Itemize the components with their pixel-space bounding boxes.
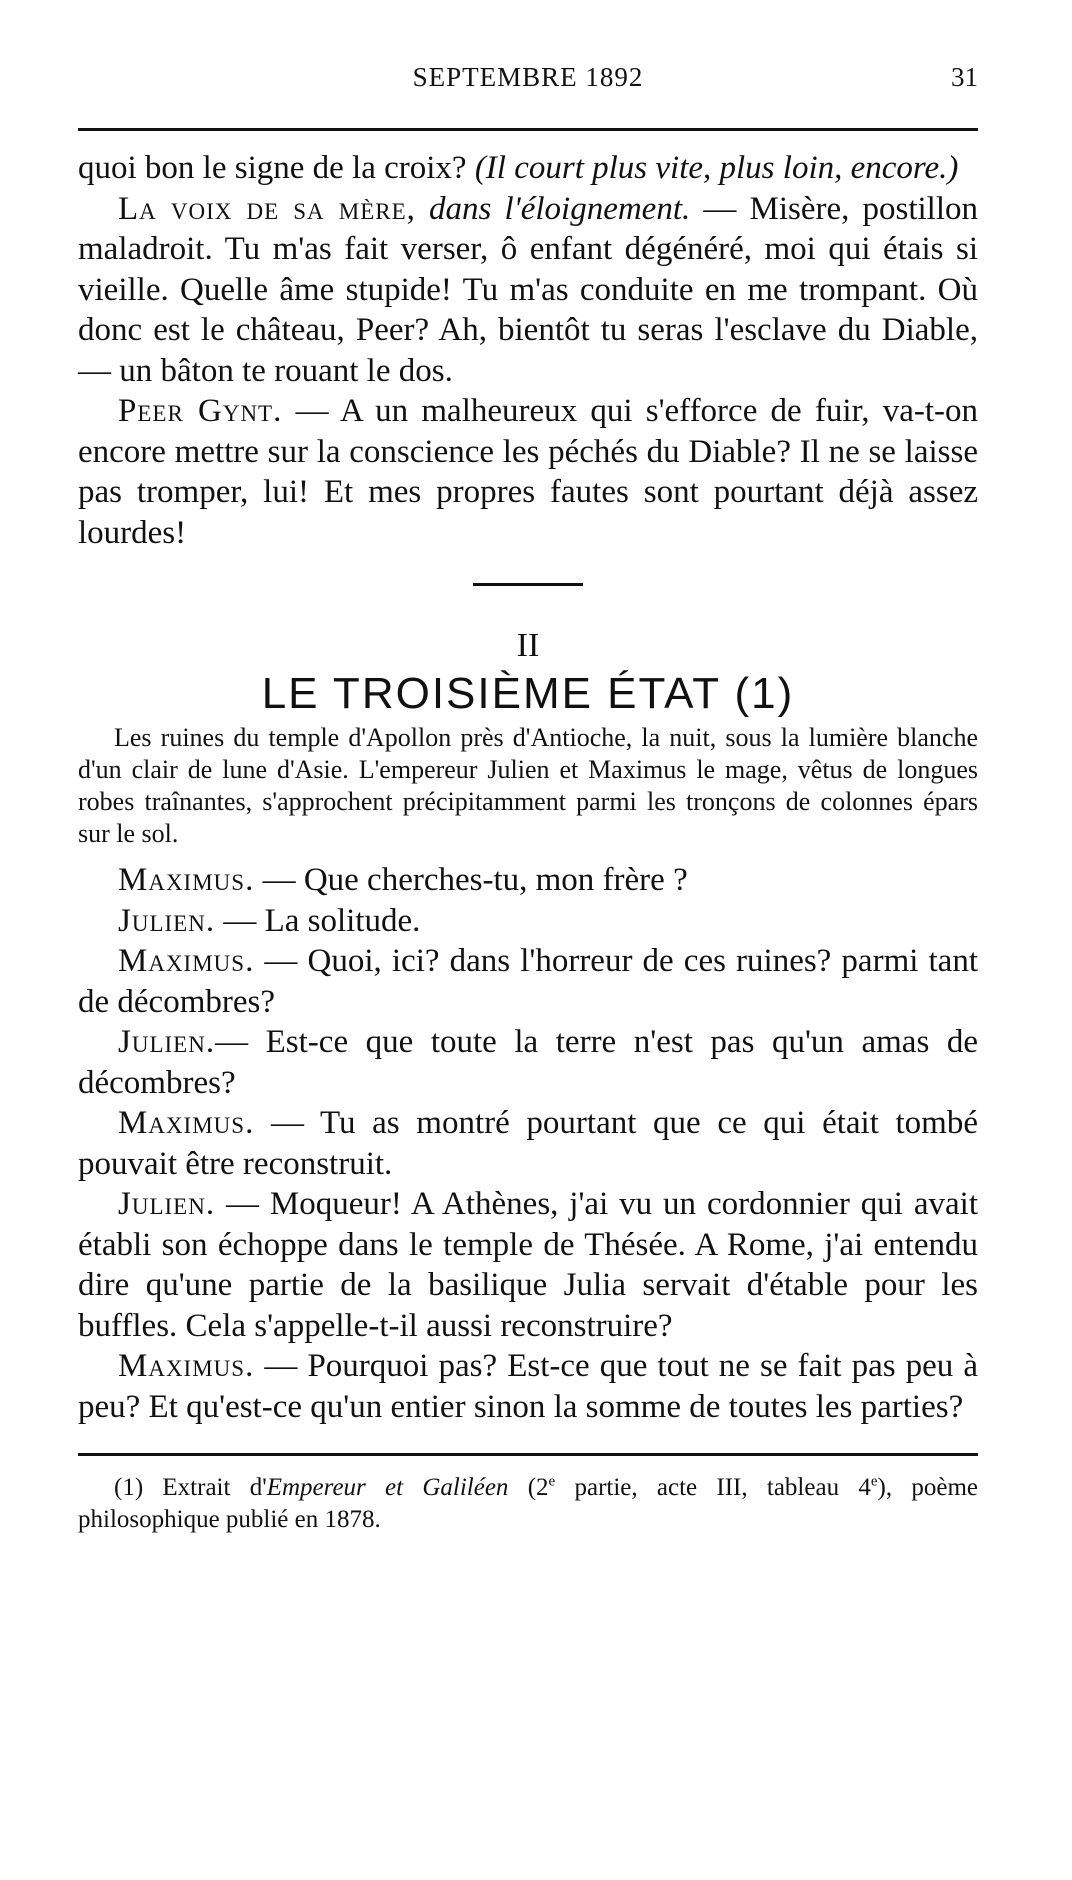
dialogue-line <box>78 1022 978 1103</box>
paragraph-continuation <box>78 148 978 189</box>
dialogue-line <box>78 941 978 1022</box>
page-number: 31 <box>951 62 978 92</box>
paragraph-text: quoi bon le signe de la croix? <box>78 150 475 186</box>
footnote-text: partie, acte III, tableau 4 <box>555 1474 871 1501</box>
speech-text: — A un malheureux qui s'efforce de fuir, va-t-on encore mettre sur la conscience les péchés du Diable? Il ne se laisse pas tromper, lui! Et mes propres fautes sont pourtant déjà assez lourdes! <box>78 393 978 551</box>
stage-direction-inline: (Il court plus vite, plus loin, encore.) <box>474 150 959 186</box>
speech-text: — Que cherches-tu, mon frère ? <box>254 862 688 898</box>
dialogue-line <box>78 1184 978 1346</box>
dialogue-line <box>78 901 978 942</box>
speech-text: — Quoi, ici? dans l'horreur de ces ruines? parmi tant de décombres? <box>78 943 978 1020</box>
page-body <box>78 148 978 1536</box>
footnote-superscript: e <box>548 1473 556 1490</box>
speaker-name: Julien. <box>118 902 216 939</box>
speaker-name: La voix de sa mère, <box>118 190 416 227</box>
speaker-name: Julien. <box>118 1024 216 1060</box>
dialogue-line <box>78 860 978 901</box>
speaker-name: Maximus. <box>118 943 255 979</box>
section-number: II <box>516 627 540 664</box>
footnote-text: (2 <box>508 1474 549 1501</box>
stage-direction: Les ruines du temple d'Apollon près d'Antioche, la nuit, sous la lumière blanche d'un clair de lune d'Asie. L'empereur Julien et Maximus le mage, vêtus de longues robes traînantes, s'approchent précipitamment parmi les tronçons de colonnes épars sur le sol. <box>78 723 978 848</box>
section-title: LE TROISIÈME ÉTAT (1) <box>261 669 795 718</box>
running-head <box>78 62 978 102</box>
header-rule <box>78 128 978 131</box>
speaker-name: Peer Gynt. <box>118 393 283 429</box>
paragraph-peer-gynt <box>78 391 978 553</box>
footnote <box>78 1472 978 1536</box>
speech-text: — Est-ce que toute la terre n'est pas qu'un amas de décombres? <box>78 1024 978 1101</box>
footnote-work-title: Empereur et Galiléen <box>266 1474 509 1501</box>
speaker-name: Maximus. <box>118 1105 255 1141</box>
speech-text: — Misère, postillon maladroit. Tu m'as fait verser, ô enfant dégénéré, moi qui étais si vieille. Quelle âme stupide! Tu m'as conduite en me trompant. Où donc est le château, Peer? Ah, bientôt tu seras l'esclave du Diable, — un bâton te rouant le dos. <box>78 190 978 389</box>
speech-text: — Moqueur! A Athènes, j'ai vu un cordonnier qui avait établi son échoppe dans le temple de Thésée. A Rome, j'ai entendu dire qu'une partie de la basilique Julia servait d'étable pour les buffles. Cela s'appelle-t-il aussi reconstruire? <box>78 1186 978 1344</box>
speech-text: — Tu as montré pourtant que ce qui était tombé pouvait être reconstruit. <box>78 1105 978 1182</box>
speaker-name: Maximus. <box>118 1348 255 1384</box>
speech-text: — La solitude. <box>215 902 421 939</box>
paragraph-mother <box>78 189 978 392</box>
running-title: SEPTEMBRE 1892 <box>412 62 644 92</box>
dialogue-line <box>78 1103 978 1184</box>
footnote-superscript: e <box>870 1473 878 1490</box>
stage-direction-inline: dans l'éloignement. <box>415 190 691 227</box>
footnote-text: (1) Extrait d' <box>114 1474 267 1501</box>
speaker-name: Maximus. <box>118 862 255 898</box>
footnote-rule <box>78 1453 978 1456</box>
speaker-name: Julien. <box>118 1186 216 1222</box>
dialogue-line <box>78 1346 978 1427</box>
section-separator <box>473 583 583 586</box>
speech-text: — Pourquoi pas? Est-ce que tout ne se fait pas peu à peu? Et qu'est-ce qu'un entier sinon la somme de toutes les parties? <box>78 1348 978 1425</box>
footnote-text: ), poème philosophique publié en 1878. <box>78 1474 978 1533</box>
